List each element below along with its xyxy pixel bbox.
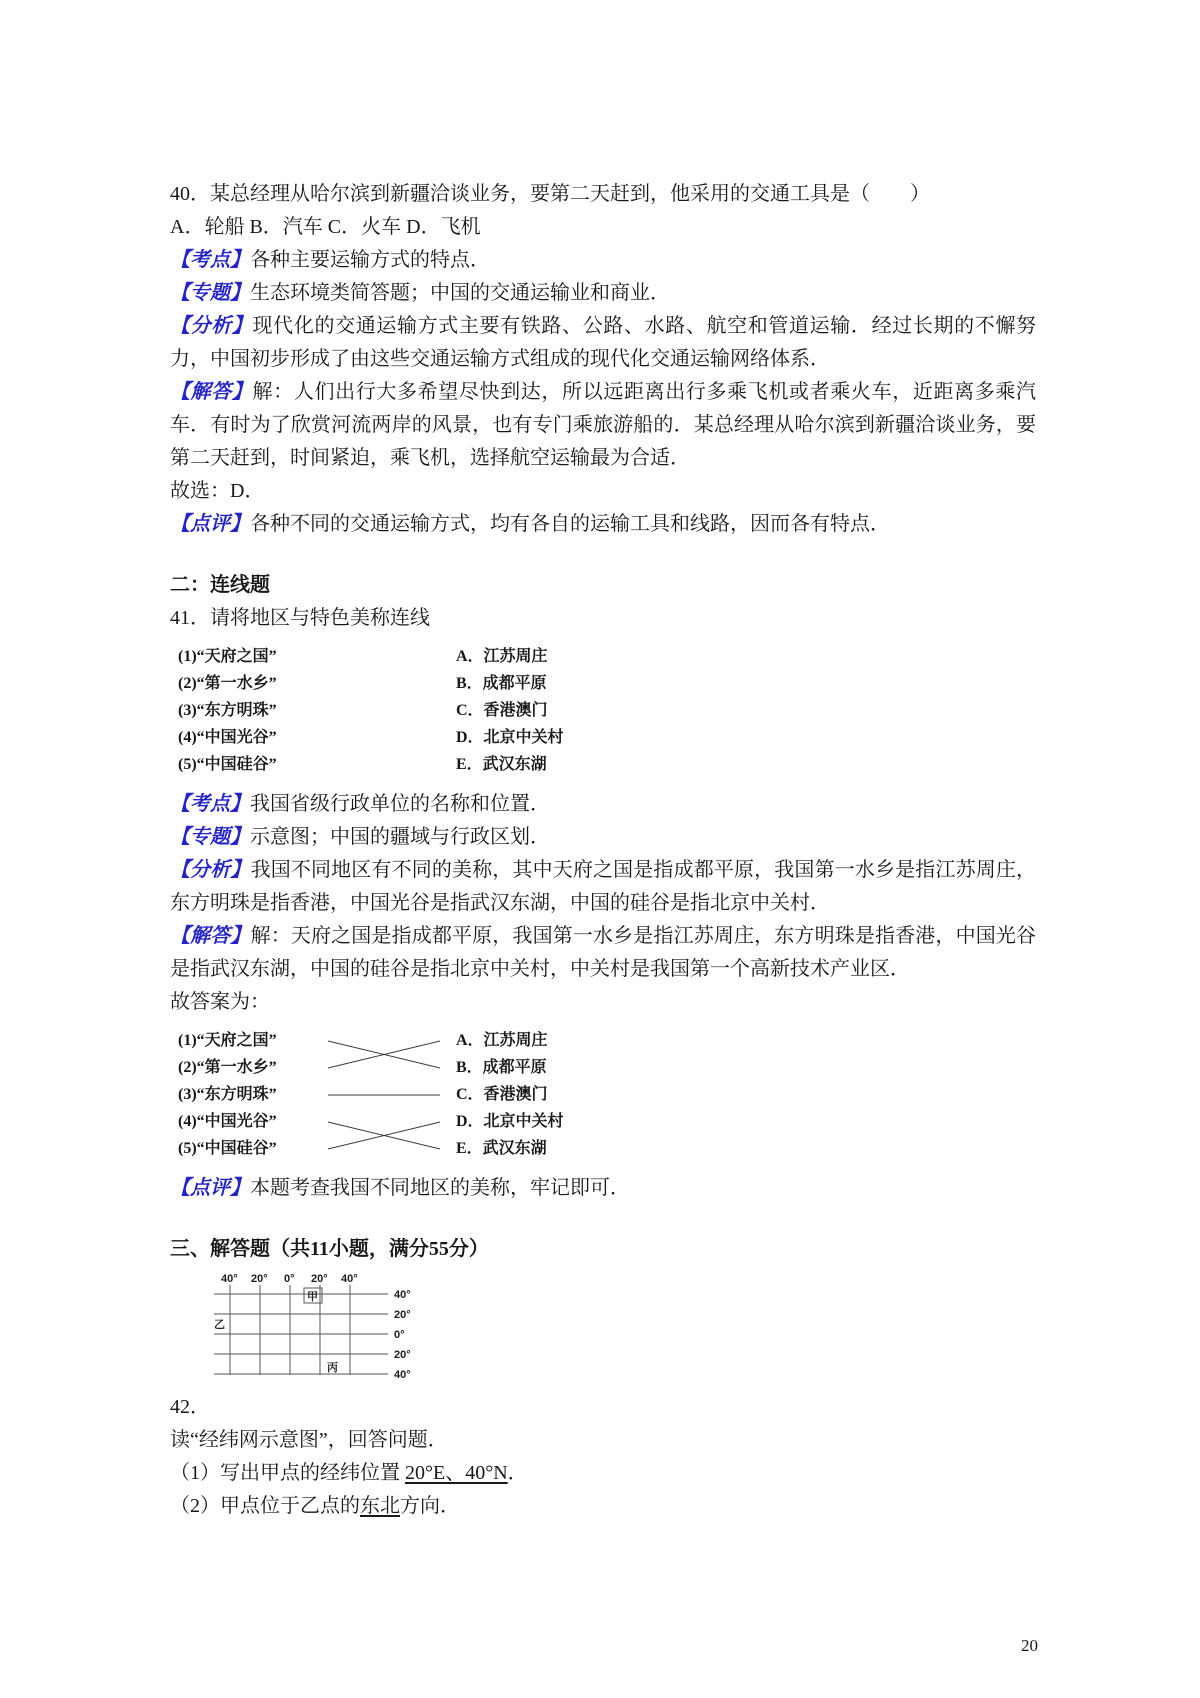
q41-answer-figure — [178, 1027, 738, 1162]
section3-title: 三、解答题（共11小题，满分55分） — [170, 1238, 489, 1260]
jieda-tag: 【解答】 — [170, 381, 253, 403]
q41-jieda — [170, 920, 1036, 986]
latlon-grid-figure — [202, 1272, 1036, 1389]
grid-right-label: 20° — [394, 1309, 411, 1321]
q42-number: 42． — [170, 1396, 210, 1418]
fenxi-tag: 【分析】 — [170, 859, 251, 881]
q41-answer-intro: 故答案为： — [170, 991, 270, 1013]
point-bing-label: 丙 — [327, 1362, 338, 1374]
q41-zhuanti — [170, 821, 1036, 854]
section2-title: 二：连线题 — [170, 574, 270, 596]
fenxi-tag: 【分析】 — [170, 315, 253, 337]
match-left-item: (1)“天府之国” — [178, 648, 277, 665]
match-row — [178, 724, 738, 751]
q40-kaodian — [170, 244, 1036, 277]
q40-answer: 故选：D． — [170, 480, 265, 502]
q42-item1-prefix: （1）写出甲点的经纬位置 — [170, 1462, 405, 1484]
zhuanti-tag: 【专题】 — [170, 826, 250, 848]
latlon-grid-svg — [202, 1272, 434, 1384]
q42-item2-suffix: 方向． — [400, 1495, 460, 1517]
q42-item2-answer: 东北 — [360, 1495, 400, 1517]
grid-top-label: 20° — [311, 1273, 328, 1285]
q40-question: 40．某总经理从哈尔滨到新疆洽谈业务，要第二天赶到，他采用的交通工具是（ ） — [170, 183, 930, 205]
dianping-tag: 【点评】 — [170, 1177, 250, 1199]
zhuanti-tag: 【专题】 — [170, 282, 250, 304]
q40-dianping — [170, 508, 1036, 541]
q40-jieda-text: 解：人们出行大多希望尽快到达，所以远距离出行多乘飞机或者乘火车，近距离多乘汽车．有时为了欣赏河流两岸的风景，也有专门乘旅游船的．某总经理从哈尔滨到新疆洽谈业务，要第二天赶到，时间紧迫，乘飞机，选择航空运输最为合适． — [170, 381, 1037, 469]
q40-fenxi — [170, 310, 1036, 376]
q40-zhuanti — [170, 277, 1036, 310]
match-right-item: D．北京中关村 — [456, 729, 564, 746]
match-right-item: A．江苏周庄 — [456, 1032, 548, 1049]
q42-item2 — [170, 1490, 1036, 1523]
grid-right-label: 40° — [394, 1369, 411, 1381]
q41-kaodian — [170, 788, 1036, 821]
q42-item1-suffix: ． — [507, 1462, 528, 1484]
page-content — [170, 178, 1036, 1523]
match-right-item: A．江苏周庄 — [456, 648, 548, 665]
match-left-item: (2)“第一水乡” — [178, 675, 277, 692]
page-number: 20 — [1021, 1636, 1038, 1655]
q40-fenxi-text: 现代化的交通运输方式主要有铁路、公路、水路、航空和管道运输．经过长期的不懈努力，中国初步形成了由这些交通运输方式组成的现代化交通运输网络体系． — [170, 315, 1037, 370]
match-right-item: B．成都平原 — [456, 675, 547, 692]
match-row — [178, 751, 738, 778]
match-right-item: D．北京中关村 — [456, 1113, 564, 1130]
q41-dianping — [170, 1172, 1036, 1205]
match-right-item: E．武汉东湖 — [456, 1140, 547, 1157]
grid-top-label: 40° — [341, 1273, 358, 1285]
match-right-item: E．武汉东湖 — [456, 756, 547, 773]
match-left-item: (1)“天府之国” — [178, 1032, 277, 1049]
q40-options: A．轮船 B．汽车 C．火车 D．飞机 — [170, 216, 481, 238]
grid-right-label: 40° — [394, 1289, 411, 1301]
q42-intro: 读“经纬网示意图”，回答问题． — [170, 1429, 448, 1451]
match-left-item: (2)“第一水乡” — [178, 1059, 277, 1076]
q41-fenxi — [170, 854, 1036, 920]
q40-kaodian-text: 各种主要运输方式的特点． — [250, 249, 490, 271]
grid-right-label: 20° — [394, 1349, 411, 1361]
q41-dianping-text: 本题考查我国不同地区的美称，牢记即可． — [250, 1177, 630, 1199]
point-yi-label: 乙 — [214, 1319, 225, 1331]
q41-question: 41．请将地区与特色美称连线 — [170, 607, 430, 629]
match-right-item: C．香港澳门 — [456, 1086, 548, 1103]
q40-jieda — [170, 376, 1036, 475]
point-jia-label: 甲 — [307, 1291, 318, 1303]
grid-right-label: 0° — [394, 1329, 405, 1341]
q40-dianping-text: 各种不同的交通运输方式，均有各自的运输工具和线路，因而各有特点． — [250, 513, 890, 535]
dianping-tag: 【点评】 — [170, 513, 250, 535]
grid-top-label: 20° — [251, 1273, 268, 1285]
q42-item1 — [170, 1457, 1036, 1490]
q41-match-figure — [178, 643, 738, 778]
match-left-item: (3)“东方明珠” — [178, 1086, 277, 1103]
match-left-item: (5)“中国硅谷” — [178, 756, 277, 773]
match-row — [178, 643, 738, 670]
match-left-item: (4)“中国光谷” — [178, 1113, 277, 1130]
match-left-item: (4)“中国光谷” — [178, 729, 277, 746]
kaodian-tag: 【考点】 — [170, 793, 250, 815]
grid-top-label: 40° — [221, 1273, 238, 1285]
match-row — [178, 697, 738, 724]
match-row — [178, 670, 738, 697]
q41-zhuanti-text: 示意图；中国的疆域与行政区划． — [250, 826, 550, 848]
jieda-tag: 【解答】 — [170, 925, 251, 947]
q42-item2-prefix: （2）甲点位于乙点的 — [170, 1495, 360, 1517]
q40-zhuanti-text: 生态环境类简答题；中国的交通运输业和商业． — [250, 282, 670, 304]
q42-item1-answer: 20°E、40°N — [405, 1462, 508, 1484]
kaodian-tag: 【考点】 — [170, 249, 250, 271]
q41-fenxi-text: 我国不同地区有不同的美称，其中天府之国是指成都平原，我国第一水乡是指江苏周庄，东方明珠是指香港，中国光谷是指武汉东湖，中国的硅谷是指北京中关村． — [170, 859, 1037, 914]
q41-kaodian-text: 我国省级行政单位的名称和位置． — [250, 793, 550, 815]
connection-lines — [178, 1027, 456, 1162]
q41-jieda-text: 解：天府之国是指成都平原，我国第一水乡是指江苏周庄，东方明珠是指香港，中国光谷是指武汉东湖，中国的硅谷是指北京中关村，中关村是我国第一个高新技术产业区． — [170, 925, 1037, 980]
match-right-item: C．香港澳门 — [456, 702, 548, 719]
match-left-item: (3)“东方明珠” — [178, 702, 277, 719]
grid-top-label: 0° — [284, 1273, 295, 1285]
match-right-item: B．成都平原 — [456, 1059, 547, 1076]
match-left-item: (5)“中国硅谷” — [178, 1140, 277, 1157]
